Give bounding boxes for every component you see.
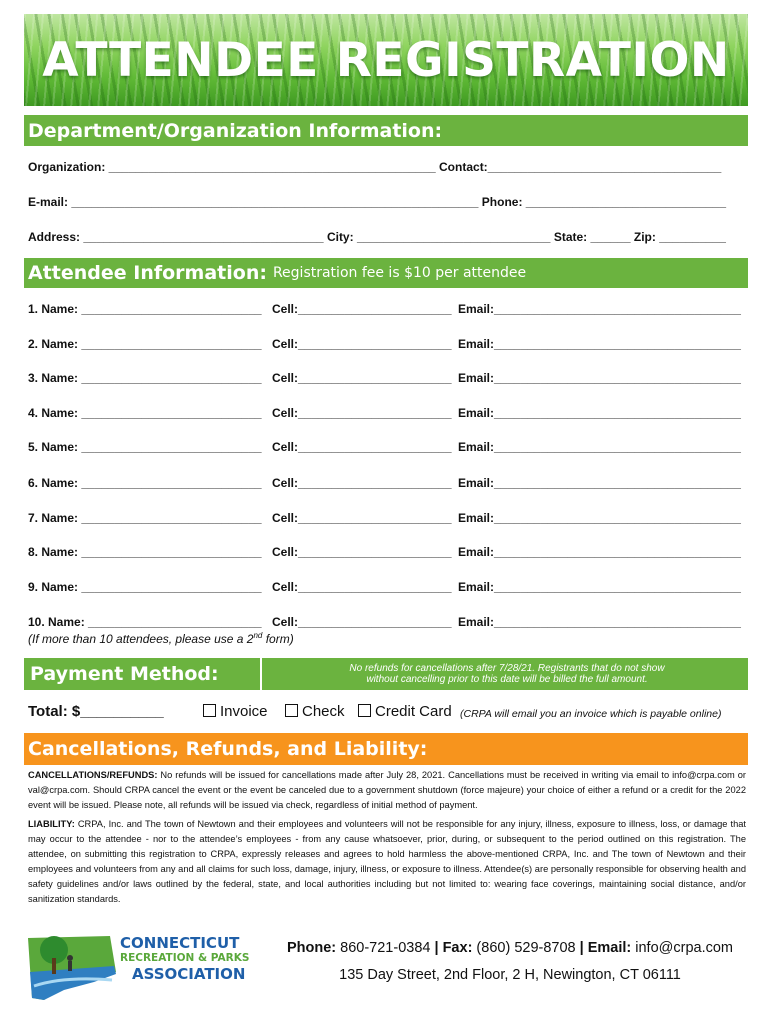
cancellations-heading: Cancellations, Refunds, and Liability: — [28, 738, 428, 760]
attendee-email-field[interactable]: Email:_____________________________________ — [458, 580, 741, 594]
fax-number: (860) 529-8708 — [472, 940, 580, 956]
cancellations-section-header — [24, 733, 748, 765]
attendee-email-field[interactable]: Email:_____________________________________ — [458, 337, 741, 351]
separator: | — [579, 940, 588, 956]
contact-line — [272, 940, 748, 956]
attendee-name-field[interactable]: 2. Name: ___________________________ — [28, 337, 262, 351]
phone-number[interactable]: 860-721-0384 — [336, 940, 435, 956]
overflow-note-text: (If more than 10 attendees, please use a 2 — [28, 632, 254, 646]
crpa-invoice-note: (CRPA will email you an invoice which is payable online) — [460, 708, 722, 720]
fee-note: Registration fee is $10 per attendee — [272, 265, 527, 281]
attendee-cell-field[interactable]: Cell:_______________________ — [272, 476, 452, 490]
attendee-name-field[interactable]: 3. Name: ___________________________ — [28, 371, 262, 385]
attendee-name-field[interactable]: 8. Name: ___________________________ — [28, 545, 262, 559]
attendee-email-field[interactable]: Email:_____________________________________ — [458, 371, 741, 385]
total-blank: __________ — [80, 703, 164, 720]
check-checkbox[interactable] — [285, 704, 298, 717]
attendee-section-header — [24, 258, 748, 288]
overflow-note-tail: form) — [262, 632, 294, 646]
check-option[interactable] — [285, 703, 345, 720]
organization-contact-field[interactable]: Organization: _________________________________________________ Contact:___________________________________ — [28, 160, 722, 174]
attendee-email-field[interactable]: Email:_____________________________________ — [458, 406, 741, 420]
liability-text: CRPA, Inc. and The town of Newtown and their employees and volunteers will not be responsible for any injury, illness, exposure to illness, loss, or damage that may occur to the attendee - nor to the attendee’s employees - from any cause whatsoever, prior, during, or subsequent to the period outlined on this registration. The attendee, on submitting this registration to CRPA, expressly releases and agrees to hold harmless the above-mentioned CRPA, Inc. and The town of Newtown and their employees and volunteers from any and all claims for such loss, damage, injury, illness, or exposure to illness. Attendee(s) are personally responsible for observing health and safety guidelines and/or laws outlined by the federal, state, and local authorities including but not limited to: wearing face coverings, maintaining social distance, and/or sanitization standards. — [28, 819, 746, 904]
attendee-cell-field[interactable]: Cell:_______________________ — [272, 511, 452, 525]
attendee-name-field[interactable]: 9. Name: ___________________________ — [28, 580, 262, 594]
attendee-cell-field[interactable]: Cell:_______________________ — [272, 580, 452, 594]
total-field[interactable] — [28, 703, 164, 720]
refunds-label: CANCELLATIONS/REFUNDS: — [28, 770, 158, 780]
attendee-email-field[interactable]: Email:_____________________________________ — [458, 511, 741, 525]
fax-label: Fax: — [442, 940, 473, 956]
attendee-email-field[interactable]: Email:_____________________________________ — [458, 615, 741, 629]
separator: | — [434, 940, 443, 956]
department-heading: Department/Organization Information: — [28, 119, 443, 142]
attendee-name-field[interactable]: 5. Name: ___________________________ — [28, 440, 262, 454]
refund-note-box — [262, 658, 748, 690]
liability-label: LIABILITY: — [28, 819, 75, 829]
attendee-email-field[interactable]: Email:_____________________________________ — [458, 440, 741, 454]
logo-line-2: RECREATION & PARKS — [120, 952, 250, 964]
page-title: ATTENDEE REGISTRATION — [42, 32, 730, 88]
attendee-cell-field[interactable]: Cell:_______________________ — [272, 615, 452, 629]
attendee-cell-field[interactable]: Cell:_______________________ — [272, 302, 452, 316]
attendee-name-field[interactable]: 1. Name: ___________________________ — [28, 302, 262, 316]
crpa-logo — [24, 928, 264, 1008]
attendee-name-field[interactable]: 10. Name: __________________________ — [28, 615, 262, 629]
header-banner — [24, 14, 748, 106]
attendee-email-field[interactable]: Email:_____________________________________ — [458, 476, 741, 490]
total-label: Total: $ — [28, 703, 81, 720]
email-label: Email: — [587, 940, 632, 956]
address-field[interactable]: Address: ____________________________________ City: _____________________________ State: ______ Zip: __________ — [28, 230, 726, 244]
attendee-name-field[interactable]: 4. Name: ___________________________ — [28, 406, 262, 420]
attendee-cell-field[interactable]: Cell:_______________________ — [272, 406, 452, 420]
credit-card-checkbox[interactable] — [358, 704, 371, 717]
attendee-name-field[interactable]: 6. Name: ___________________________ — [28, 476, 262, 490]
attendee-heading: Attendee Information: — [28, 262, 267, 284]
refund-note-line-1: No refunds for cancellations after 7/28/21. Registrants that do not show — [349, 663, 665, 674]
logo-line-3: ASSOCIATION — [132, 965, 246, 983]
payment-heading: Payment Method: — [30, 663, 219, 685]
attendee-cell-field[interactable]: Cell:_______________________ — [272, 371, 452, 385]
overflow-note-sup: nd — [253, 631, 263, 640]
refunds-text: No refunds will be issued for cancellations made after July 28, 2021. Cancellations must be received in writing via email to info@crpa.com or val@crpa.com. Should CRPA cancel the event or the event be canceled due to a government shutdown (force majeure) your choice of either a refund or a credit for the 2022 event will be issued. Please note, all refunds will be issued via check, regardless of initial method of payment. — [28, 770, 746, 810]
credit-card-option[interactable] — [358, 703, 452, 720]
attendee-cell-field[interactable]: Cell:_______________________ — [272, 337, 452, 351]
attendee-email-field[interactable]: Email:_____________________________________ — [458, 545, 741, 559]
check-label: Check — [302, 703, 345, 720]
refunds-paragraph — [28, 768, 746, 813]
invoice-option[interactable] — [203, 703, 268, 720]
connecticut-map-icon — [24, 928, 124, 1008]
logo-line-1: CONNECTICUT — [120, 934, 240, 952]
payment-section-header — [24, 658, 260, 690]
overflow-note — [28, 631, 294, 646]
credit-card-label: Credit Card — [375, 703, 452, 720]
refund-note-line-2: without cancelling prior to this date will be billed the full amount. — [366, 674, 648, 685]
attendee-cell-field[interactable]: Cell:_______________________ — [272, 545, 452, 559]
department-section-header — [24, 115, 748, 146]
invoice-label: Invoice — [220, 703, 268, 720]
email-address[interactable]: info@crpa.com — [631, 940, 733, 956]
liability-paragraph — [28, 817, 746, 907]
attendee-cell-field[interactable]: Cell:_______________________ — [272, 440, 452, 454]
invoice-checkbox[interactable] — [203, 704, 216, 717]
mailing-address: 135 Day Street, 2nd Floor, 2 H, Newington, CT 06111 — [339, 967, 681, 983]
attendee-email-field[interactable]: Email:_____________________________________ — [458, 302, 741, 316]
email-phone-field[interactable]: E-mail: _____________________________________________________________ Phone: ______________________________ — [28, 195, 726, 209]
attendee-name-field[interactable]: 7. Name: ___________________________ — [28, 511, 262, 525]
phone-label: Phone: — [286, 940, 337, 956]
